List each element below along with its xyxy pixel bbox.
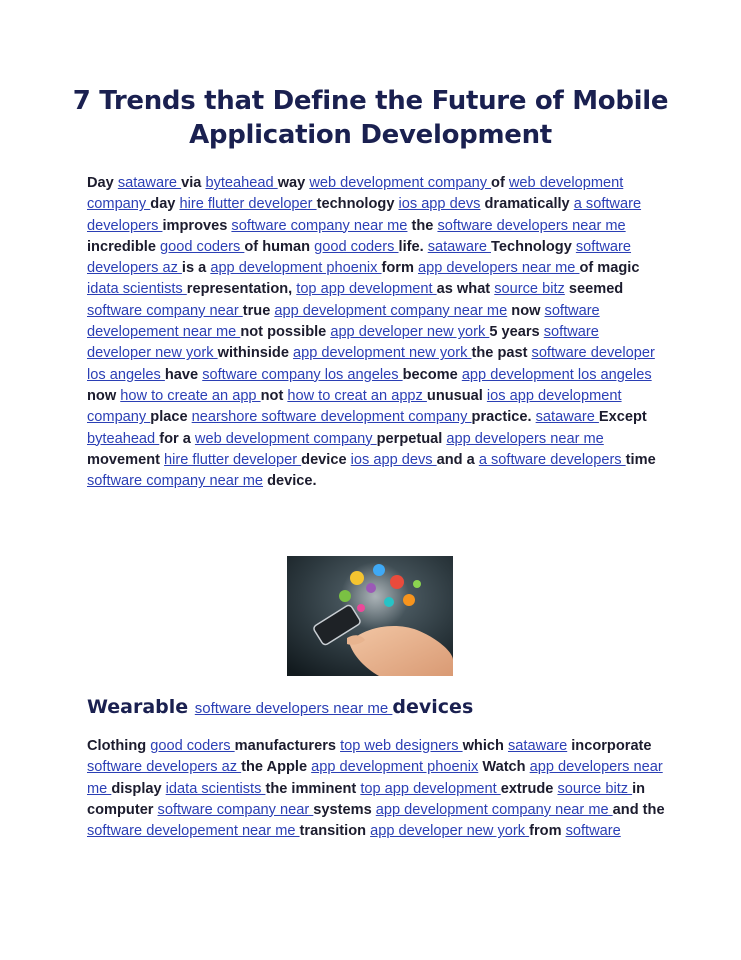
bold-text: time bbox=[625, 451, 656, 468]
inline-link[interactable]: top app development bbox=[360, 780, 501, 797]
inline-link[interactable]: web development company bbox=[87, 175, 624, 213]
inline-link[interactable]: web development company bbox=[309, 175, 492, 191]
inline-link[interactable]: ios app devs bbox=[350, 451, 437, 468]
inline-link[interactable]: byteahead bbox=[87, 430, 160, 447]
section-paragraph bbox=[87, 736, 667, 842]
bold-text: the bbox=[407, 217, 438, 234]
inline-link[interactable]: hire flutter developer bbox=[164, 451, 302, 468]
inline-link[interactable]: app developer new york bbox=[330, 324, 490, 341]
inline-link[interactable]: hire flutter developer bbox=[179, 196, 317, 213]
bold-text: incredible bbox=[87, 238, 160, 255]
bold-text: in computer bbox=[87, 780, 646, 818]
inline-link[interactable]: idata scientists bbox=[87, 281, 187, 298]
bold-text: become bbox=[402, 366, 462, 383]
bold-text: and a bbox=[436, 451, 479, 468]
inline-link[interactable]: software company near me bbox=[231, 217, 408, 234]
bold-text: Clothing bbox=[87, 738, 151, 754]
inline-link[interactable]: good coders bbox=[160, 238, 245, 255]
bold-text: unusual bbox=[426, 387, 487, 404]
bold-text: extrude bbox=[500, 780, 558, 797]
inline-link[interactable]: app development new york bbox=[293, 345, 472, 362]
bold-text: of bbox=[491, 175, 509, 191]
inline-link[interactable]: app development phoenix bbox=[210, 260, 382, 277]
bold-text: now bbox=[507, 302, 545, 319]
bold-text: have bbox=[164, 366, 203, 383]
inline-link[interactable]: app development company near me bbox=[274, 302, 508, 319]
bold-text: movement bbox=[87, 451, 165, 468]
inline-link[interactable]: ios app devs bbox=[398, 196, 481, 213]
bold-text: of magic bbox=[579, 260, 640, 277]
bold-text: representation, bbox=[186, 281, 297, 298]
bold-text: Watch bbox=[478, 759, 530, 776]
inline-link[interactable]: a software developers bbox=[478, 451, 626, 468]
inline-link[interactable]: software company near bbox=[87, 302, 243, 319]
inline-link[interactable]: how to creat an appz bbox=[287, 387, 427, 404]
bold-text: the Apple bbox=[241, 759, 312, 776]
page-title: 7 Trends that Define the Future of Mobile Application Development bbox=[72, 86, 669, 150]
bold-text: not possible bbox=[240, 324, 331, 341]
bold-text: display bbox=[111, 780, 166, 797]
inline-link[interactable]: software developers az bbox=[87, 238, 632, 277]
inline-link[interactable]: ios app development company bbox=[87, 387, 622, 426]
section-heading-start: Wearable bbox=[87, 696, 195, 718]
inline-link[interactable]: app development phoenix bbox=[311, 759, 479, 776]
bold-text: Day bbox=[87, 175, 118, 191]
bold-text: transition bbox=[299, 823, 371, 840]
inline-link[interactable]: app development company near me bbox=[375, 801, 613, 818]
bold-text: now bbox=[87, 387, 121, 404]
bold-text: improves bbox=[162, 217, 232, 234]
inline-link[interactable]: app developer new york bbox=[370, 823, 530, 840]
inline-link[interactable]: app developers near me bbox=[418, 260, 580, 277]
bold-text: practice. bbox=[471, 409, 536, 426]
bold-text: is a bbox=[181, 260, 211, 277]
bold-text: form bbox=[381, 260, 419, 277]
hero-image bbox=[287, 556, 453, 676]
inline-link[interactable]: a software developers bbox=[87, 196, 642, 234]
bold-text: not bbox=[260, 387, 288, 404]
bold-text: via bbox=[181, 175, 206, 191]
inline-link[interactable]: software company near me bbox=[87, 473, 264, 490]
bold-text: incorporate bbox=[567, 738, 652, 754]
inline-link[interactable]: app developers near me bbox=[87, 759, 663, 797]
section-heading bbox=[87, 693, 473, 723]
bold-text: the imminent bbox=[265, 780, 361, 797]
inline-link[interactable]: source bitz bbox=[494, 281, 565, 298]
bold-text: place bbox=[150, 409, 192, 426]
inline-link[interactable]: sataware bbox=[427, 238, 491, 255]
inline-link[interactable]: web development company bbox=[194, 430, 377, 447]
inline-link[interactable]: sataware bbox=[117, 175, 182, 191]
bold-text: which bbox=[462, 738, 508, 754]
bold-text: as what bbox=[436, 281, 495, 298]
bold-text: device bbox=[301, 451, 351, 468]
inline-link[interactable]: app developers near me bbox=[446, 430, 604, 447]
bold-text: life. bbox=[398, 238, 428, 255]
bold-text: day bbox=[150, 196, 180, 213]
bold-text: Technology bbox=[491, 238, 576, 255]
inline-link[interactable]: source bitz bbox=[557, 780, 633, 797]
inline-link[interactable]: sataware bbox=[507, 738, 568, 754]
inline-link[interactable]: software developement near me bbox=[87, 823, 300, 840]
inline-link[interactable]: top app development bbox=[296, 281, 437, 298]
inline-link[interactable]: idata scientists bbox=[165, 780, 266, 797]
bold-text: dramatically bbox=[480, 196, 574, 213]
inline-link[interactable]: software developers near me bbox=[437, 217, 626, 234]
bold-text: for a bbox=[159, 430, 195, 447]
inline-link[interactable]: good coders bbox=[314, 238, 399, 255]
inline-link[interactable]: sataware bbox=[535, 409, 599, 426]
bold-text: true bbox=[242, 302, 275, 319]
bold-text: the past bbox=[471, 345, 532, 362]
section-heading-link[interactable]: software developers near me bbox=[194, 700, 393, 717]
bold-text: from bbox=[529, 823, 566, 840]
bold-text: of human bbox=[244, 238, 315, 255]
bold-text: 5 years bbox=[489, 324, 544, 341]
bold-text: and the bbox=[612, 801, 665, 818]
bold-text: technology bbox=[316, 196, 399, 213]
inline-link[interactable]: software company los angeles bbox=[202, 366, 403, 383]
hand-phone-illustration bbox=[287, 556, 453, 676]
bold-text: way bbox=[277, 175, 310, 191]
inline-link[interactable]: top web designers bbox=[340, 738, 463, 754]
bold-text: perpetual bbox=[376, 430, 447, 447]
inline-link[interactable]: good coders bbox=[150, 738, 235, 754]
inline-link[interactable]: byteahead bbox=[205, 175, 278, 191]
inline-link[interactable]: software company near bbox=[157, 801, 314, 818]
inline-link[interactable]: software developers az bbox=[87, 759, 242, 776]
inline-link[interactable]: software bbox=[565, 823, 621, 840]
inline-link[interactable]: nearshore software development company bbox=[191, 409, 472, 426]
inline-link[interactable]: software developement near me bbox=[87, 302, 600, 341]
bold-text: systems bbox=[313, 801, 376, 818]
bold-text: Except bbox=[598, 409, 647, 426]
inline-link[interactable]: software developer los angeles bbox=[87, 345, 655, 383]
intro-paragraph bbox=[87, 173, 667, 492]
inline-link[interactable]: how to create an app bbox=[120, 387, 261, 404]
section-heading-end: devices bbox=[392, 696, 474, 718]
bold-text: device. bbox=[263, 473, 317, 490]
bold-text: seemed bbox=[564, 281, 624, 298]
inline-link[interactable]: app development los angeles bbox=[461, 366, 652, 383]
bold-text: withinside bbox=[217, 345, 294, 362]
inline-link[interactable]: software developer new york bbox=[87, 324, 599, 362]
bold-text: manufacturers bbox=[234, 738, 341, 754]
